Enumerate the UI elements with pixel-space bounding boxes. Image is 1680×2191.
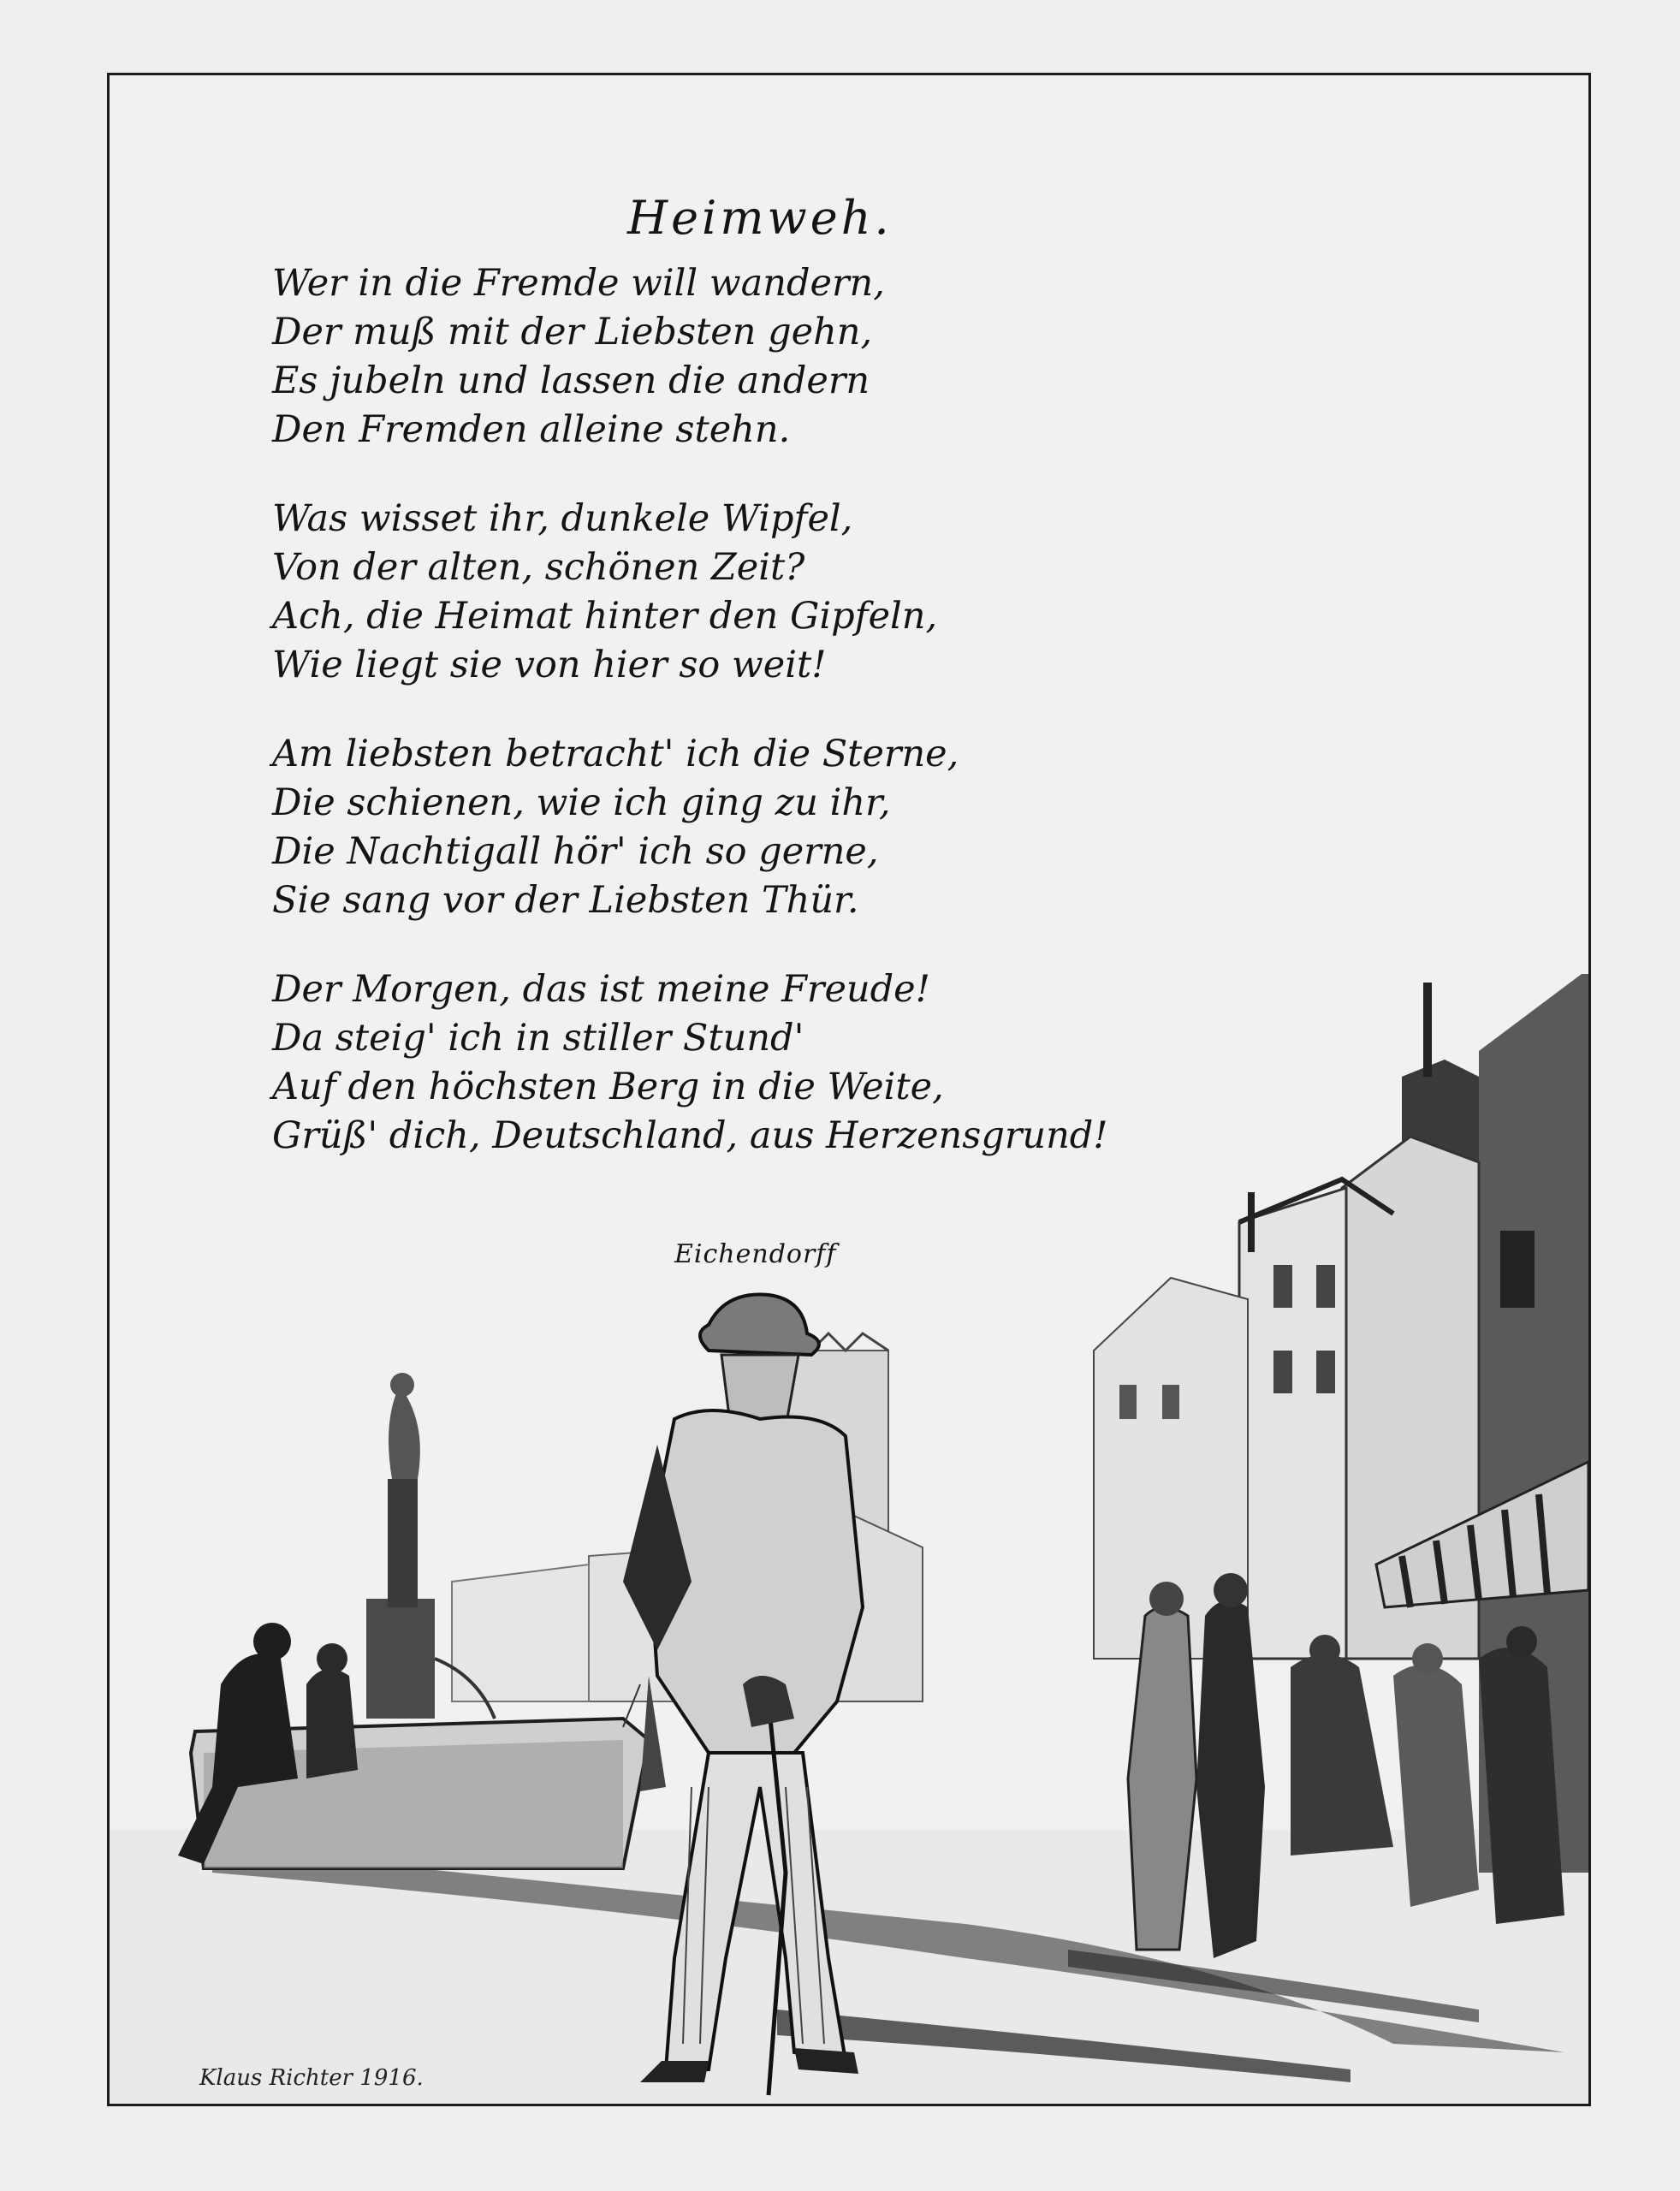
stanza-3 bbox=[272, 730, 1128, 925]
poem-line: Die schienen, wie ich ging zu ihr, bbox=[272, 781, 891, 824]
poem-line: Sie sang vor der Liebsten Thür. bbox=[272, 879, 859, 922]
poem-line: Was wisset ihr, dunkele Wipfel, bbox=[272, 497, 853, 540]
poem-title: Heimweh. bbox=[627, 191, 893, 245]
poem-author: Eichendorff bbox=[674, 1239, 837, 1269]
poem-line: Wer in die Fremde will wandern, bbox=[272, 262, 885, 305]
stanza-1 bbox=[272, 259, 1128, 454]
poem-line: Die Nachtigall hör' ich so gerne, bbox=[272, 830, 879, 873]
poem-line: Es jubeln und lassen die andern bbox=[272, 359, 870, 402]
poem-line: Da steig' ich in stiller Stund' bbox=[272, 1017, 804, 1060]
poem-line: Ach, die Heimat hinter den Gipfeln, bbox=[272, 595, 938, 638]
stanza-4 bbox=[272, 965, 1128, 1161]
artist-signature: Klaus Richter 1916. bbox=[199, 2065, 424, 2091]
poem-line: Wie liegt sie von hier so weit! bbox=[272, 644, 827, 686]
poem-line: Am liebsten betracht' ich die Sterne, bbox=[272, 733, 959, 775]
poem-line: Grüß' dich, Deutschland, aus Herzensgrund! bbox=[272, 1114, 1108, 1157]
poem-line: Der Morgen, das ist meine Freude! bbox=[272, 968, 930, 1011]
poem-line: Auf den höchsten Berg in die Weite, bbox=[272, 1066, 944, 1108]
stanza-2 bbox=[272, 495, 1128, 690]
poem-line: Den Fremden alleine stehn. bbox=[272, 408, 791, 451]
poem-line: Der muß mit der Liebsten gehn, bbox=[272, 311, 873, 353]
illustration-frame bbox=[107, 73, 1591, 2106]
poem-line: Von der alten, schönen Zeit? bbox=[272, 546, 805, 589]
